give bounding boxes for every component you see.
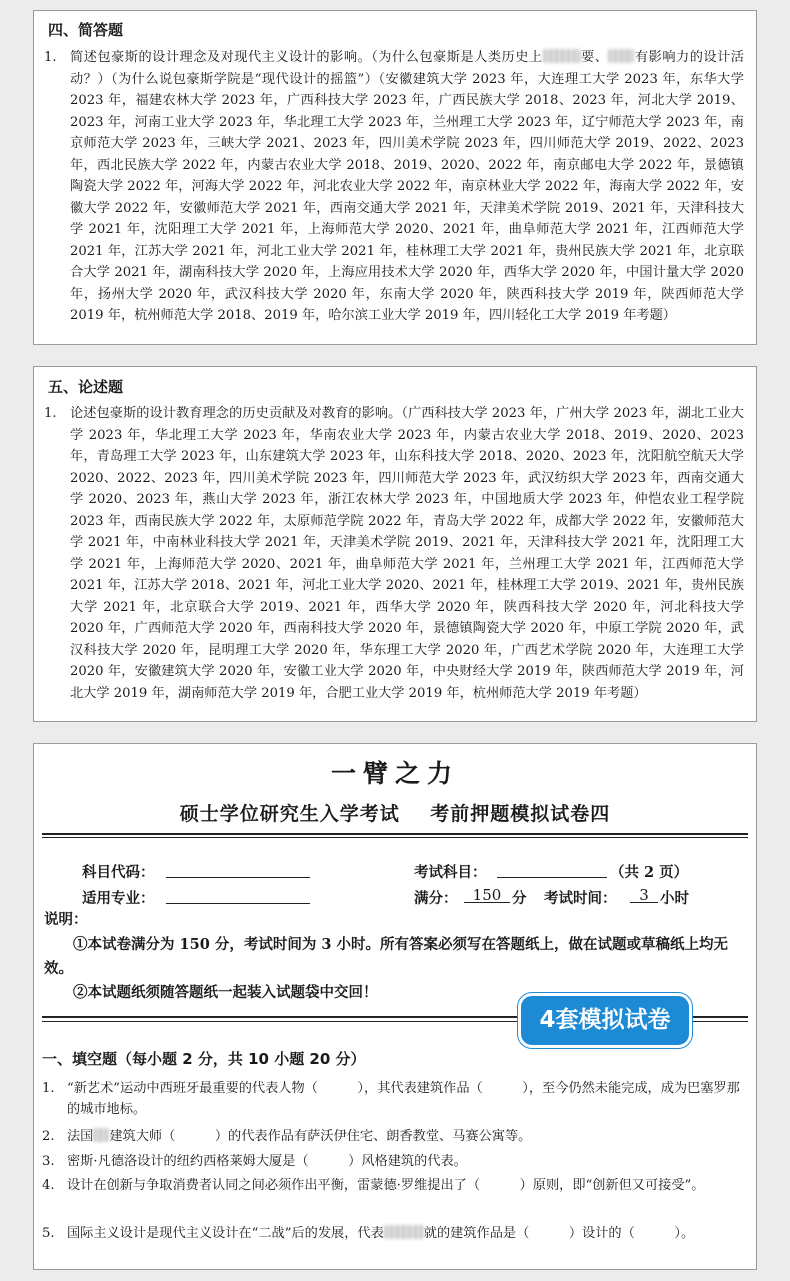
question-item [42,1151,746,1172]
question-number: 5. [42,1226,55,1241]
question-item [42,1175,746,1196]
question-number: 4. [42,1178,55,1193]
question-item [44,403,744,704]
subject-code-field [166,861,310,878]
section-title-short-answer: 四、简答题 [48,21,124,39]
redacted-blur [384,1225,424,1239]
question-number: 3. [42,1154,55,1169]
major-field [166,887,310,904]
score-label: 满分： [414,890,458,907]
question-text: “新艺术”运动中西班牙最重要的代表人物（ ），其代表建筑作品（ ），至今仍然未能完成，成为巴塞罗那的城市地标。 [67,1081,740,1117]
question-number: 1. [44,406,57,421]
section-title-essay: 五、论述题 [48,378,124,396]
mock-exam-badge: 4套模拟试卷 [518,993,692,1048]
question-item [44,47,744,327]
score-unit: 分 [512,890,527,907]
exam-paper [33,743,757,1270]
brand-logo: 一臂之力 [330,759,459,788]
question-text: 法国 建筑大师（ ）的代表作品有萨沃伊住宅、朗香教堂、马赛公寓等。 [67,1129,532,1144]
major-label: 适用专业： [82,890,155,907]
question-text: 设计在创新与争取消费者认同之间必须作出平衡，雷蒙德·罗维提出了（ ）原则，即“创新但又可接受”。 [67,1178,705,1193]
question-item [42,1126,746,1147]
question-text: 简述包豪斯的设计理念及对现代主义设计的影响。（为什么包豪斯是人类历史上 要、 有影响力的设计活动？）（为什么说包豪斯学院是“现代设计的摇篮”）（安徽建筑大学 2023 年，大连理工大学 2023 年，东华大学 2023 年，福建农林大学 2023 年，广西科技大学 2023 年，广西民族大学 2018、2023 年，河北大学 2019、2023 年，河南工业大学 2023 年，华北理工大学 2023 年，兰州理工大学 2023 年，辽宁师范大学 2023 年，南京师范大学 2023 年，三峡大学 2021、2023 年，四川美术学院 2023 年，四川师范大学 2019、2022、2023 年，西北民族大学 2022 年，内蒙古农业大学 2018、2019、2020、2022 年，南京邮电大学 2022 年，景德镇陶瓷大学 2022 年，河海大学 2022 年，河北农业大学 2022 年，南京林业大学 2022 年，海南大学 2022 年，安徽大学 2022 年，安徽师范大学 2021 年，西南交通大学 2021 年，天津美术学院 2019、2021 年，天津科技大学 2021 年，沈阳理工大学 2021 年，上海师范大学 2020、2021 年，曲阜师范大学 2021 年，江西师范大学 2021 年，江苏大学 2021 年，河北工业大学 2021 年，桂林理工大学 2021 年，贵州民族大学 2021 年，北京联合大学 2021 年，湖南科技大学 2020 年，上海应用技术大学 2020 年，西华大学 2020 年，中国计量大学 2020 年，扬州大学 2020 年，武汉科技大学 2020 年，东南大学 2020 年，陕西科技大学 2019 年，陕西师范大学 2019 年，杭州师范大学 2018、2019 年，哈尔滨工业大学 2019 年，四川轻化工大学 2019 年考题） [70,50,744,323]
time-value: 3 [630,886,658,903]
redacted-blur [93,1128,109,1142]
score-value: 150 [464,886,510,903]
exam-title: 硕士学位研究生入学考试 考前押题模拟试卷四 [179,803,611,825]
fill-in-section-title: 一、填空题（每小题 2 分，共 10 小题 20 分） [42,1050,366,1068]
question-number: 1. [42,1081,55,1096]
divider [42,837,748,838]
short-answer-section [33,10,757,345]
page-count: （共 2 页） [610,864,689,881]
redacted-blur [608,49,634,63]
question-item [42,1223,746,1244]
note-item: ①本试卷满分为 150 分，考试时间为 3 小时。所有答案必须写在答题纸上，做在试题或草稿纸上均无效。 [44,936,729,977]
subject-code-label: 科目代码： [82,864,155,881]
question-item [42,1078,746,1120]
divider [42,833,748,835]
question-number: 2. [42,1129,55,1144]
time-label: 考试时间： [544,890,617,907]
time-unit: 小时 [660,890,689,907]
subject-field [497,861,607,878]
note-item: ②本试题纸须随答题纸一起装入试题袋中交回！ [73,984,378,1001]
question-number: 1. [44,50,57,65]
redacted-blur [543,49,581,63]
essay-section [33,366,757,722]
question-text: 国际主义设计是现代主义设计在“二战”后的发展，代表 就的建筑作品是（ ）设计的（ ）。 [67,1226,695,1241]
subject-label: 考试科目： [414,864,487,881]
notes-label: 说明： [44,911,88,928]
question-text: 密斯·凡德洛设计的纽约西格莱姆大厦是（ ）风格建筑的代表。 [67,1154,467,1169]
question-text: 论述包豪斯的设计教育理念的历史贡献及对教育的影响。（广西科技大学 2023 年，广州大学 2023 年，湖北工业大学 2023 年，华北理工大学 2023 年，华南农业大学 2023 年，内蒙古农业大学 2018、2019、2020、2023 年，青岛理工大学 2023 年，山东建筑大学 2023 年，山东科技大学 2018、2020、2023 年，沈阳航空航天大学 2020、2022、2023 年，四川美术学院 2023 年，四川师范大学 2023 年，武汉纺织大学 2023 年，西南交通大学 2020、2023 年，燕山大学 2023 年，浙江农林大学 2023 年，中国地质大学 2023 年，仲恺农业工程学院 2023 年，西南民族大学 2022 年，太原师范学院 2022 年，青岛大学 2022 年，成都大学 2022 年，安徽师范大学 2021 年，中南林业科技大学 2021 年，天津美术学院 2019、2021 年，天津科技大学 2021 年，沈阳理工大学 2021 年，上海师范大学 2020、2021 年，曲阜师范大学 2021 年，兰州理工大学 2021 年，江西师范大学 2021 年，江苏大学 2018、2021 年，河北工业大学 2020、2021 年，桂林理工大学 2019、2021 年，贵州民族大学 2021 年，北京联合大学 2019、2021 年，西华大学 2020 年，陕西科技大学 2020 年，河北科技大学 2020 年，广西师范大学 2020 年，西南科技大学 2020 年，景德镇陶瓷大学 2020 年，中原工学院 2020 年，武汉科技大学 2020 年，昆明理工大学 2020 年，华东理工大学 2020 年，广西艺术学院 2020 年，大连理工大学 2020 年，安徽建筑大学 2020 年，安徽工业大学 2020 年，中央财经大学 2019 年，陕西师范大学 2019 年，河北大学 2019 年，湖南师范大学 2019 年，合肥工业大学 2019 年，杭州师范大学 2019 年考题） [70,406,744,701]
